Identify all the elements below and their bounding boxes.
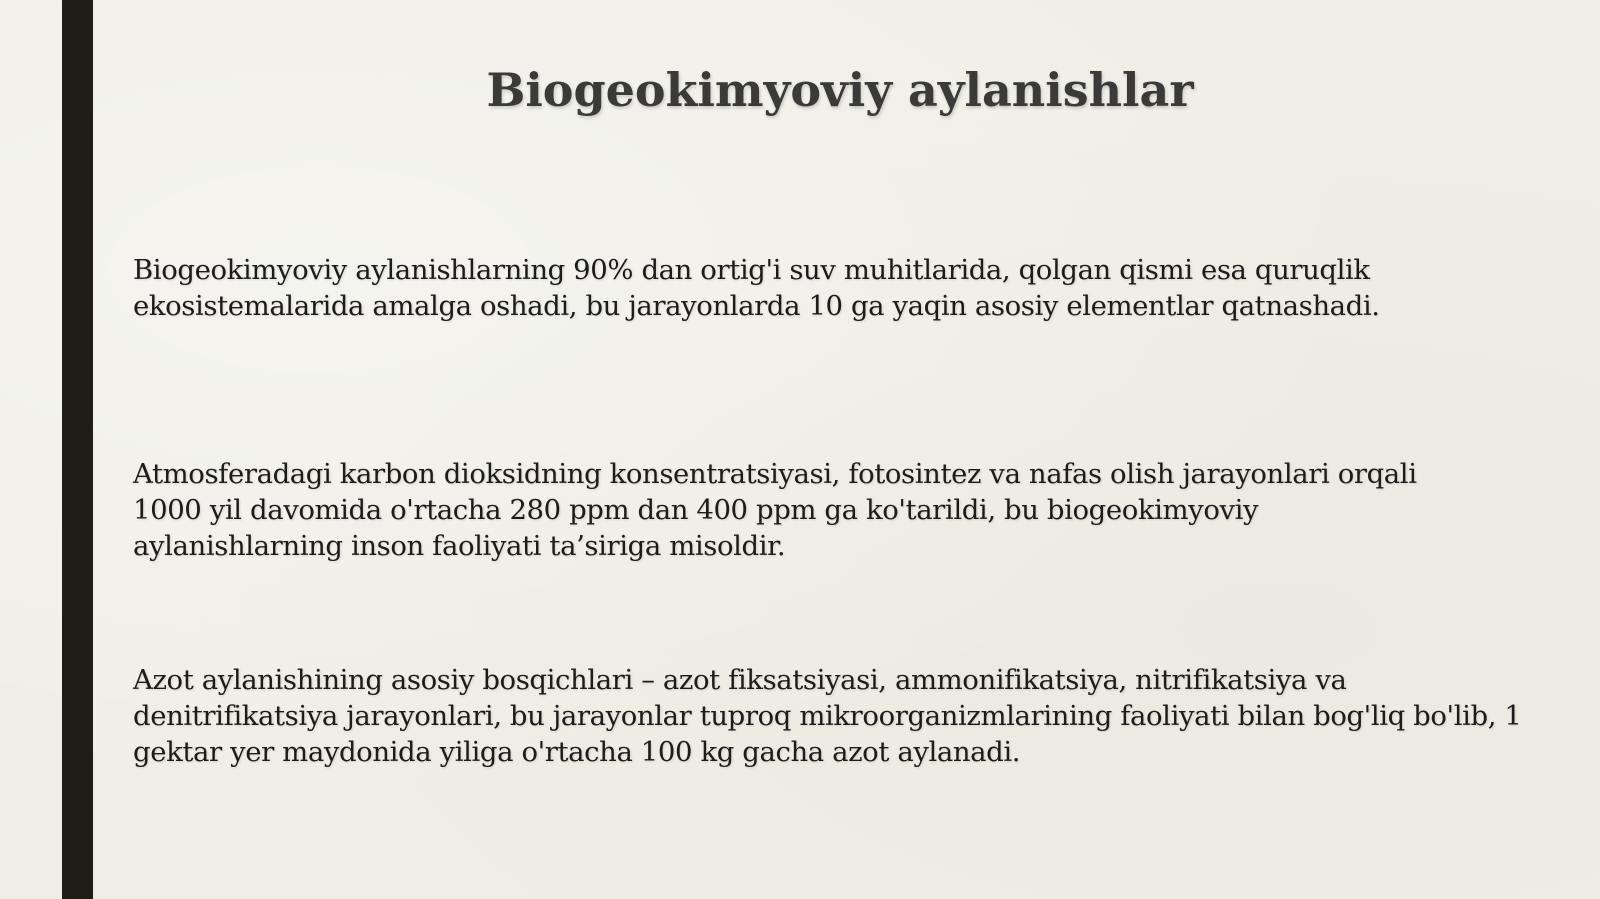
paragraph-3: Azot aylanishining asosiy bosqichlari – azot fiksatsiyasi, ammonifikatsiya, nitrifikatsiya va denitrifikatsiya jarayonlari, bu jarayonlar tuproq mikroorganizmlarining faoliyati bilan bog'liq bo'lib, 1 gektar yer maydonida yiliga o'rtacha 100 kg gacha azot aylanadi.	[133, 664, 1522, 768]
accent-bar	[62, 0, 93, 899]
slide-title: Biogeokimyoviy aylanishlar	[486, 63, 1194, 117]
paragraph-1: Biogeokimyoviy aylanishlarning 90% dan ortig'i suv muhitlarida, qolgan qismi esa quruqlik ekosistemalarida amalga oshadi, bu jarayonlarda 10 ga yaqin asosiy elementlar qatnashadi.	[133, 254, 1380, 322]
paragraph-2: Atmosferadagi karbon dioksidning konsentratsiyasi, fotosintez va nafas olish jarayonlari orqali 1000 yil davomida o'rtacha 280 ppm dan 400 ppm ga ko'tarildi, bu biogeokimyoviy aylanishlarning inson faoliyati ta’siriga misoldir.	[133, 458, 1417, 562]
